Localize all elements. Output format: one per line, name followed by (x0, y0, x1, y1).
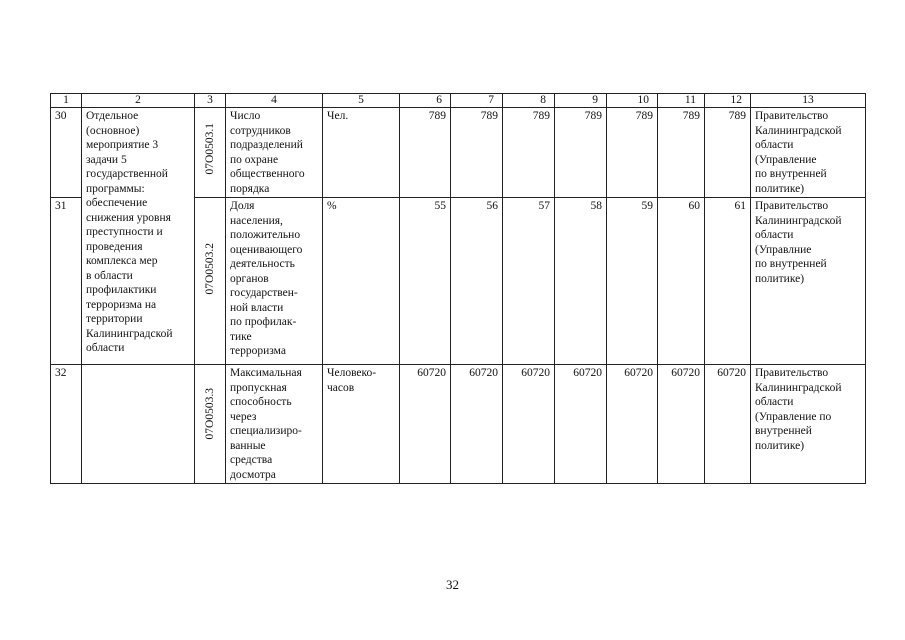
row-number: 32 (51, 365, 82, 484)
value-cell: 57 (503, 198, 555, 365)
value-cell: 60720 (555, 365, 607, 484)
responsible-cell: Правительство Калининградской области (Управление по внутренней политике) (751, 365, 866, 484)
indicator-code: 07О0503.3 (203, 388, 216, 440)
indicators-table (50, 93, 866, 484)
value-cell: 60720 (705, 365, 751, 484)
header-cell: 10 (607, 94, 658, 108)
unit-cell: Человеко- часов (323, 365, 400, 484)
header-cell: 1 (51, 94, 82, 108)
indicator-name: Доля населения, положительно оценивающего деятельность органов государствен- ной власти по профилак- тике терроризма (226, 198, 323, 365)
value-cell: 60720 (503, 365, 555, 484)
code-cell (195, 365, 226, 484)
value-cell: 58 (555, 198, 607, 365)
code-cell (195, 198, 226, 365)
header-cell: 6 (400, 94, 451, 108)
value-cell: 56 (451, 198, 503, 365)
page-number: 32 (446, 577, 459, 592)
header-cell: 13 (751, 94, 866, 108)
header-cell: 3 (195, 94, 226, 108)
value-cell: 789 (607, 108, 658, 198)
table-row (51, 365, 866, 484)
indicator-code: 07О0503.1 (203, 123, 216, 175)
value-cell: 789 (658, 108, 705, 198)
header-cell: 11 (658, 94, 705, 108)
unit-cell: % (323, 198, 400, 365)
header-cell: 2 (82, 94, 195, 108)
unit-cell: Чел. (323, 108, 400, 198)
row-number: 30 (51, 108, 82, 198)
value-cell: 789 (503, 108, 555, 198)
value-cell: 789 (705, 108, 751, 198)
indicator-code: 07О0503.2 (203, 243, 216, 295)
indicator-name: Число сотрудников подразделений по охране общественного порядка (226, 108, 323, 198)
value-cell: 60 (658, 198, 705, 365)
table-row (51, 108, 866, 198)
value-cell: 55 (400, 198, 451, 365)
header-cell: 8 (503, 94, 555, 108)
code-cell (195, 108, 226, 198)
value-cell: 61 (705, 198, 751, 365)
value-cell: 59 (607, 198, 658, 365)
value-cell: 60720 (400, 365, 451, 484)
value-cell: 789 (555, 108, 607, 198)
header-cell: 4 (226, 94, 323, 108)
header-row (51, 94, 866, 108)
indicator-name: Максимальная пропускная способность через специализиро- ванные средства досмотра (226, 365, 323, 484)
value-cell: 60720 (607, 365, 658, 484)
value-cell: 789 (400, 108, 451, 198)
header-cell: 12 (705, 94, 751, 108)
value-cell: 60720 (658, 365, 705, 484)
activity-cell-empty (82, 365, 195, 484)
header-cell: 9 (555, 94, 607, 108)
activity-cell: Отдельное (основное) мероприятие 3 задачи 5 государственной программы: обеспечение снижения уровня преступности и проведения комплекса мер в области профилактики терроризма на территории Калининградской области (82, 108, 195, 365)
value-cell: 60720 (451, 365, 503, 484)
responsible-cell: Правительство Калининградской области (Управление по внутренней политике) (751, 108, 866, 198)
value-cell: 789 (451, 108, 503, 198)
row-number: 31 (51, 198, 82, 365)
header-cell: 5 (323, 94, 400, 108)
header-cell: 7 (451, 94, 503, 108)
responsible-cell: Правительство Калининградской области (Управлние по внутренней политике) (751, 198, 866, 365)
